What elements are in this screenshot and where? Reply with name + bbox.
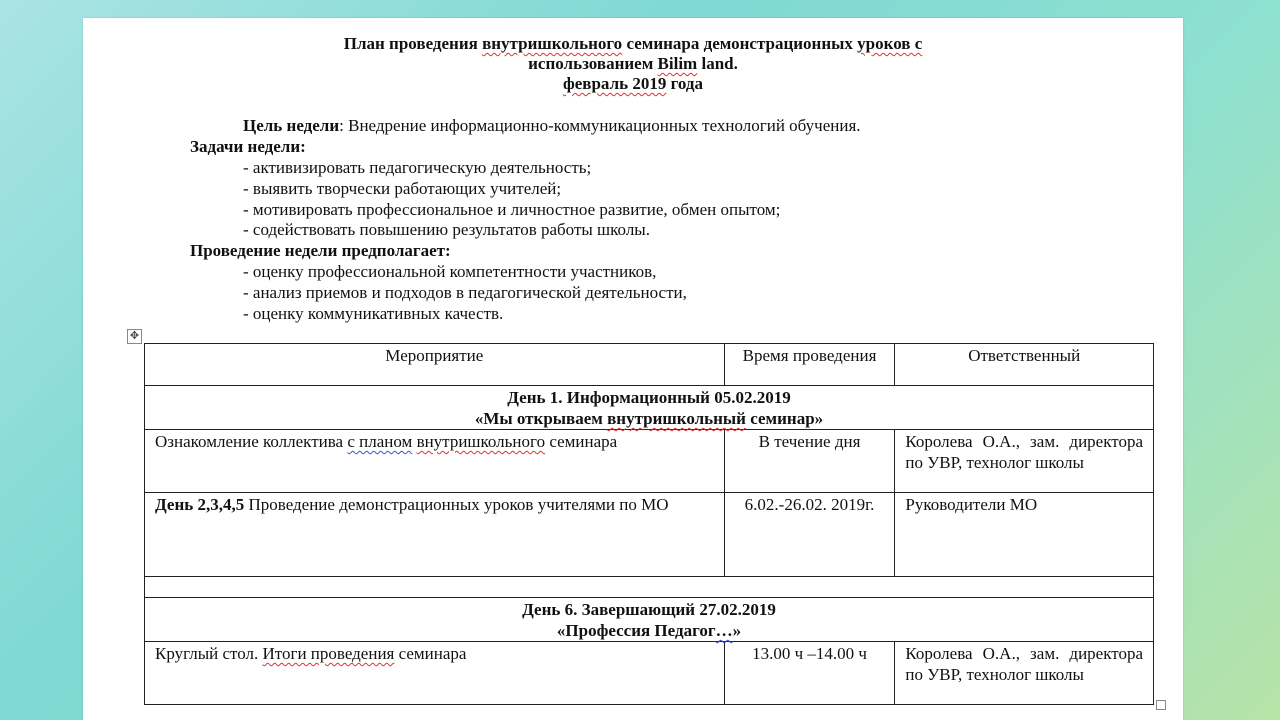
time-cell: 6.02.-26.02. 2019г. (724, 493, 895, 577)
header-time: Время проведения (724, 344, 895, 386)
table-resize-handle[interactable] (1156, 700, 1166, 710)
responsible-cell: Королева О.А., зам. директора по УВР, технолог школы (895, 642, 1154, 705)
title-line-3: февраль 2019 года (562, 74, 704, 93)
conduct-heading: Проведение недели предполагает: (190, 241, 451, 260)
event-cell: День 2,3,4,5 Проведение демонстрационных уроков учителями по МО (145, 493, 725, 577)
title-line-2: использованием Bilim land. (528, 54, 738, 73)
empty-row (145, 577, 1154, 598)
event-plan-table (144, 343, 1154, 705)
table-row (145, 493, 1154, 577)
responsible-cell: Руководители МО (895, 493, 1154, 577)
task-item: - выявить творчески работающих учителей; (243, 179, 562, 198)
header-event: Мероприятие (145, 344, 725, 386)
task-item: - содействовать повышению результатов работы школы. (243, 220, 650, 239)
task-item: - активизировать педагогическую деятельность; (243, 158, 592, 177)
conduct-item: - анализ приемов и подходов в педагогической деятельности, (243, 283, 687, 302)
table-header-row (145, 344, 1154, 386)
conduct-item: - оценку профессиональной компетентности участников, (243, 262, 657, 281)
title-line-1: План проведения внутришкольного семинара демонстрационных уроков с (343, 34, 923, 53)
task-item: - мотивировать профессиональное и личностное развитие, обмен опытом; (243, 200, 781, 219)
table-row (145, 642, 1154, 705)
event-cell: Ознакомление коллектива с планом внутришкольного семинара (145, 430, 725, 493)
time-cell: 13.00 ч –14.00 ч (724, 642, 895, 705)
responsible-cell: Королева О.А., зам. директора по УВР, технолог школы (895, 430, 1154, 493)
day6-cell: День 6. Завершающий 27.02.2019 «Профессия Педагог…» (145, 598, 1154, 642)
tasks-heading: Задачи недели: (190, 137, 306, 156)
day1-cell: День 1. Информационный 05.02.2019 «Мы открываем внутришкольный семинар» (145, 386, 1154, 430)
event-cell: Круглый стол. Итоги проведения семинара (145, 642, 725, 705)
document-page (83, 18, 1183, 720)
empty-cell (145, 577, 1154, 598)
time-cell: В течение дня (724, 430, 895, 493)
header-responsible: Ответственный (895, 344, 1154, 386)
goal-line: Цель недели: Внедрение информационно-коммуникационных технологий обучения. (243, 116, 861, 135)
table-move-icon[interactable]: ✥ (127, 329, 142, 344)
day1-row (145, 386, 1154, 430)
conduct-item: - оценку коммуникативных качеств. (243, 304, 504, 323)
day6-row (145, 598, 1154, 642)
table-row (145, 430, 1154, 493)
